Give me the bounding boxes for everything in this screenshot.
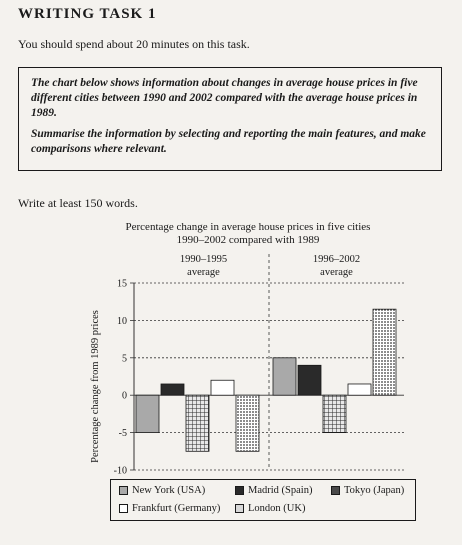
legend-label: New York (USA) xyxy=(132,485,206,496)
category-label: 1996–2002 xyxy=(312,254,361,265)
legend-item-madrid xyxy=(235,485,312,496)
y-tick-label: 0 xyxy=(122,390,127,402)
bar xyxy=(211,380,234,395)
legend-label: London (UK) xyxy=(248,503,306,514)
legend-swatch-black xyxy=(235,486,244,495)
legend-swatch-grid xyxy=(331,486,340,495)
legend-item-frankfurt xyxy=(119,503,220,514)
bar xyxy=(373,309,396,395)
bar xyxy=(236,395,259,451)
legend-label: Tokyo (Japan) xyxy=(344,485,405,496)
legend-item-new-york xyxy=(119,485,205,496)
task-description: The chart below shows information about changes in average house prices in five different cities between 1990 and 2002 compared with the average house prices in 1989. xyxy=(31,77,418,119)
task-summary-instruction: Summarise the information by selecting and reporting the main features, and make comparisons where relevant. xyxy=(31,128,426,155)
legend-label: Madrid (Spain) xyxy=(248,485,313,496)
chart-legend xyxy=(110,479,416,521)
y-tick-label: 15 xyxy=(117,278,127,290)
chart-title-line2: 1990–2002 compared with 1989 xyxy=(176,234,320,246)
legend-label: Frankfurt (Germany) xyxy=(132,503,221,514)
y-tick-label: -5 xyxy=(118,428,127,440)
legend-swatch-white xyxy=(119,504,128,513)
bar xyxy=(323,395,346,432)
bar xyxy=(273,358,296,395)
chart-title-line1: Percentage change in average house prices in five cities xyxy=(125,221,371,233)
bar xyxy=(161,384,184,395)
page-title: WRITING TASK 1 xyxy=(18,6,157,22)
bar xyxy=(136,395,159,432)
instruction-text: You should spend about 20 minutes on this task. xyxy=(18,37,250,51)
bar xyxy=(186,395,209,451)
category-label: average xyxy=(320,267,353,278)
y-axis-label: Percentage change from 1989 prices xyxy=(90,310,101,463)
legend-item-tokyo xyxy=(331,485,404,496)
category-label: 1990–1995 xyxy=(179,254,228,265)
y-tick-label: 10 xyxy=(117,315,127,327)
y-tick-label: -10 xyxy=(113,465,127,477)
bar xyxy=(348,384,371,395)
word-count-text: Write at least 150 words. xyxy=(18,196,138,210)
y-tick-label: 5 xyxy=(122,353,127,365)
legend-swatch-dots xyxy=(235,504,244,513)
category-label: average xyxy=(187,267,220,278)
legend-swatch-grey xyxy=(119,486,128,495)
legend-item-london xyxy=(235,503,305,514)
bar xyxy=(298,365,321,395)
